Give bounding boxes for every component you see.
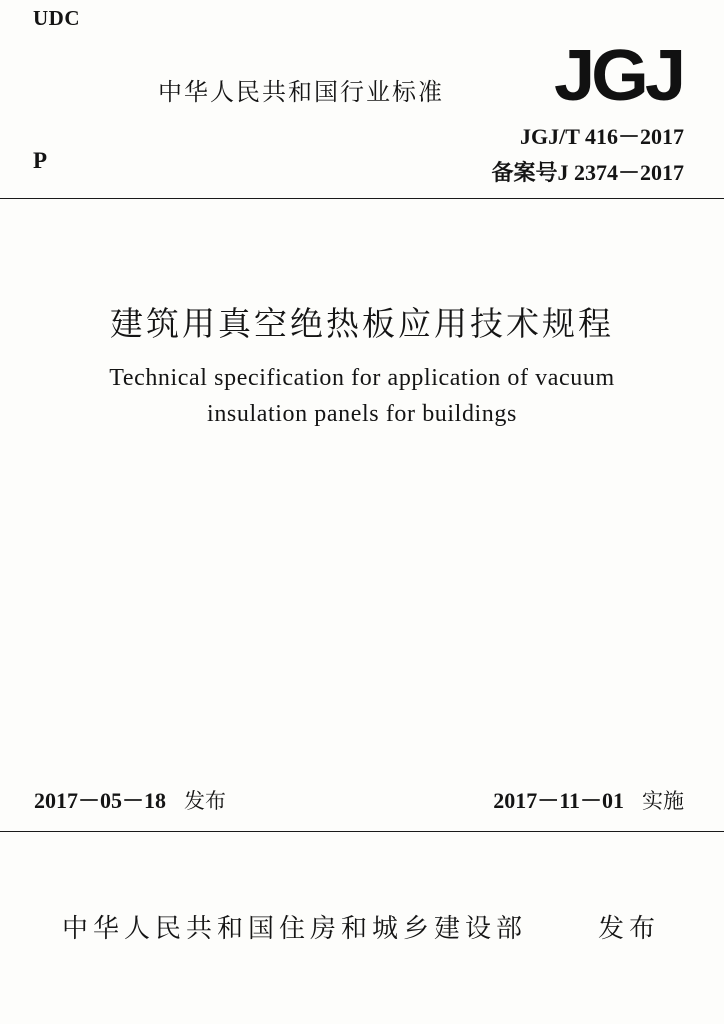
publisher-action: 发布: [598, 914, 661, 944]
issue-date-block: [34, 784, 226, 815]
udc-label: UDC: [33, 6, 80, 30]
effective-label: 实施: [642, 789, 684, 813]
jgj-logo-icon: [551, 38, 685, 108]
issue-label: 发布: [184, 789, 227, 813]
document-title-en-line2: insulation panels for buildings: [207, 401, 517, 427]
effective-date: 2017－11－01: [493, 788, 624, 813]
category-code: P: [33, 148, 48, 173]
jgj-logo: [551, 38, 685, 108]
document-title-zh: 建筑用真空绝热板应用技术规程: [110, 304, 614, 343]
effective-date-block: [493, 784, 684, 815]
issue-date: 2017－05－18: [34, 788, 167, 813]
svg-text:JGJ: JGJ: [554, 38, 682, 108]
header-divider: [0, 198, 724, 199]
footer-divider: [0, 831, 724, 832]
record-number: 备案号J 2374－2017: [491, 160, 684, 185]
document-title-en-line1: Technical specification for application of vacuum: [109, 365, 615, 391]
industry-standard-heading: 中华人民共和国行业标准: [158, 78, 444, 106]
publisher-name: 中华人民共和国住房和城乡建设部: [62, 914, 528, 944]
standard-number: JGJ/T 416－2017: [519, 124, 684, 149]
